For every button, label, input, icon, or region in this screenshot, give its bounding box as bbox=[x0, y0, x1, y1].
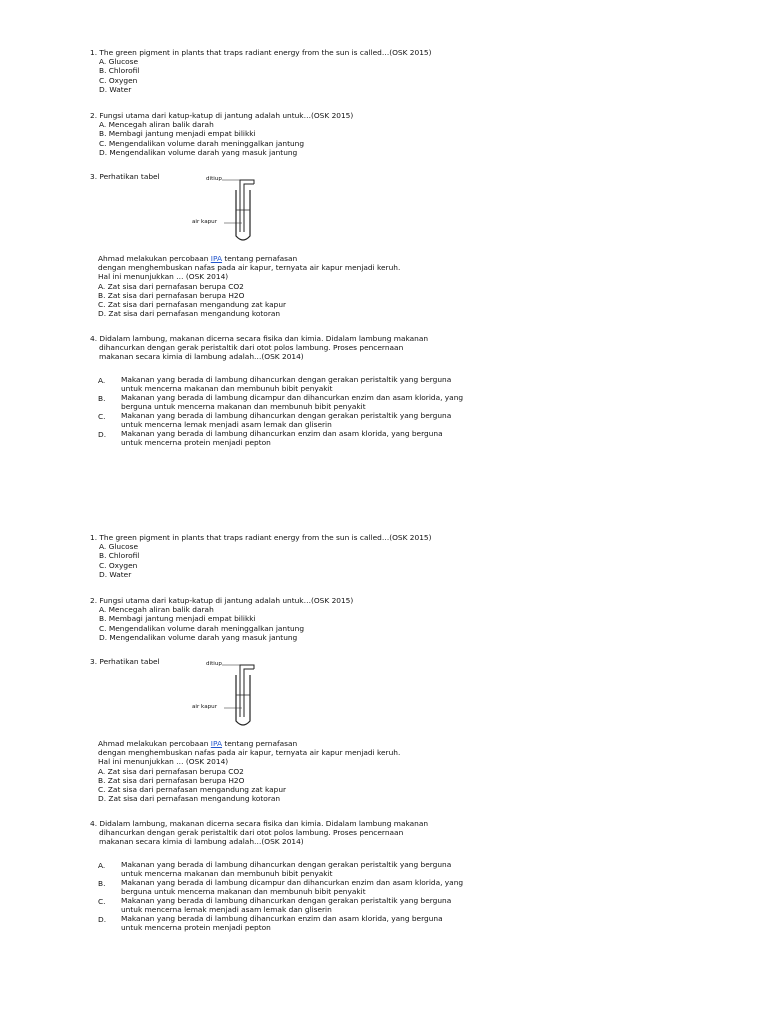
option-text-line: Makanan yang berada di lambung dihancurkan dengan gerakan peristaltik yang berguna bbox=[121, 896, 452, 905]
option-letter: D. bbox=[98, 430, 107, 439]
question-3-body bbox=[98, 739, 498, 803]
option-text-line: Makanan yang berada di lambung dicampur dan dihancurkan enzim dan asam klorida, yang bbox=[121, 878, 464, 887]
question-3-option-c: C. Zat sisa dari pernafasan mengandung zat kapur bbox=[98, 784, 287, 794]
question-3-option-b: B. Zat sisa dari pernafasan berupa H2O bbox=[98, 775, 245, 785]
question-1-stem: 1. The green pigment in plants that traps radiant energy from the sun is called…(OSK 2015) bbox=[90, 48, 432, 57]
ipa-link[interactable]: IPA bbox=[210, 739, 223, 748]
option-text-line: untuk mencerna lemak menjadi asam lemak dan gliserin bbox=[121, 904, 332, 914]
question-1-option-a: A. Glucose bbox=[99, 542, 139, 552]
question-1-option-a: A. Glucose bbox=[99, 57, 139, 67]
question-3-line-1-post: tentang pernafasan bbox=[222, 254, 298, 263]
question-3-option-c: C. Zat sisa dari pernafasan mengandung zat kapur bbox=[98, 299, 287, 309]
option-text-line: Makanan yang berada di lambung dihancurkan dengan gerakan peristaltik yang berguna bbox=[121, 375, 452, 384]
question-1-option-c: C. Oxygen bbox=[99, 75, 138, 85]
option-letter: B. bbox=[98, 394, 106, 403]
test-tube-drawing bbox=[200, 176, 270, 246]
question-4-stem-line-1: 4. Didalam lambung, makanan dicerna secara fisika dan kimia. Didalam lambung makanan bbox=[90, 819, 429, 828]
ipa-link[interactable]: IPA bbox=[210, 254, 223, 263]
question-3-option-b: B. Zat sisa dari pernafasan berupa H2O bbox=[98, 290, 245, 300]
question-2 bbox=[90, 596, 490, 642]
question-3-line-3: Hal ini menunjukkan … (OSK 2014) bbox=[98, 757, 229, 767]
test-tube-drawing bbox=[200, 661, 270, 731]
figure-label-blown: ditiup bbox=[206, 661, 222, 667]
option-letter: C. bbox=[98, 897, 106, 906]
question-3-line-2: dengan menghembuskan nafas pada air kapur, ternyata air kapur menjadi keruh. bbox=[98, 263, 401, 273]
question-3-line-1-pre: Ahmad melakukan percobaan bbox=[98, 739, 211, 748]
option-letter: B. bbox=[98, 879, 106, 888]
figure-label-blown: ditiup bbox=[206, 176, 222, 182]
worksheet-copy-2 bbox=[0, 533, 768, 1003]
question-1-option-d: D. Water bbox=[99, 569, 132, 579]
question-3 bbox=[90, 172, 490, 181]
question-2-stem: 2. Fungsi utama dari katup-katup di jantung adalah untuk…(OSK 2015) bbox=[90, 596, 354, 605]
question-2-option-c: C. Mengendalikan volume darah meninggalkan jantung bbox=[99, 138, 305, 148]
question-3-line-1-post: tentang pernafasan bbox=[222, 739, 298, 748]
question-2 bbox=[90, 111, 490, 157]
question-1 bbox=[90, 533, 490, 579]
question-2-option-a: A. Mencegah aliran balik darah bbox=[99, 120, 214, 130]
question-1-option-b: B. Chlorofil bbox=[99, 551, 140, 561]
question-4-stem-line-1: 4. Didalam lambung, makanan dicerna secara fisika dan kimia. Didalam lambung makanan bbox=[90, 334, 429, 343]
option-text-line: untuk mencerna makanan dan membunuh bibit penyakit bbox=[121, 868, 333, 878]
figure-label-limewater: air kapur bbox=[192, 219, 218, 225]
option-letter: D. bbox=[98, 915, 107, 924]
option-text-line: untuk mencerna protein menjadi pepton bbox=[121, 437, 271, 447]
question-3-option-a: A. Zat sisa dari pernafasan berupa CO2 bbox=[98, 281, 244, 291]
question-3-line-1 bbox=[98, 254, 498, 263]
option-text-line: untuk mencerna lemak menjadi asam lemak dan gliserin bbox=[121, 419, 332, 429]
option-text-line: untuk mencerna protein menjadi pepton bbox=[121, 922, 271, 932]
question-1 bbox=[90, 48, 490, 94]
question-4-stem-line-3: makanan secara kimia di lambung adalah…(OSK 2014) bbox=[99, 352, 304, 362]
question-3-line-1-pre: Ahmad melakukan percobaan bbox=[98, 254, 211, 263]
question-3-line-3: Hal ini menunjukkan … (OSK 2014) bbox=[98, 272, 229, 282]
option-text-line: berguna untuk mencerna makanan dan membunuh bibit penyakit bbox=[121, 401, 366, 411]
option-text-line: Makanan yang berada di lambung dihancurkan dengan gerakan peristaltik yang berguna bbox=[121, 860, 452, 869]
worksheet-copy-1 bbox=[0, 48, 768, 518]
figure-label-limewater: air kapur bbox=[192, 704, 218, 710]
question-3-option-d: D. Zat sisa dari pernafasan mengandung kotoran bbox=[98, 309, 281, 319]
question-3-stem: 3. Perhatikan tabel bbox=[90, 657, 160, 666]
question-3-line-1 bbox=[98, 739, 498, 748]
question-2-option-b: B. Membagi jantung menjadi empat bilikki bbox=[99, 614, 256, 624]
question-2-option-d: D. Mengendalikan volume darah yang masuk jantung bbox=[99, 632, 298, 642]
option-text-line: Makanan yang berada di lambung dihancurkan enzim dan asam klorida, yang berguna bbox=[121, 429, 443, 438]
test-tube-figure bbox=[192, 176, 270, 246]
question-1-option-b: B. Chlorofil bbox=[99, 66, 140, 76]
question-1-option-c: C. Oxygen bbox=[99, 560, 138, 570]
question-2-option-c: C. Mengendalikan volume darah meninggalkan jantung bbox=[99, 623, 305, 633]
question-3 bbox=[90, 657, 490, 666]
question-1-stem: 1. The green pigment in plants that traps radiant energy from the sun is called…(OSK 2015) bbox=[90, 533, 432, 542]
question-3-stem: 3. Perhatikan tabel bbox=[90, 172, 160, 181]
test-tube-figure bbox=[192, 661, 270, 731]
question-2-option-d: D. Mengendalikan volume darah yang masuk jantung bbox=[99, 147, 298, 157]
question-2-stem: 2. Fungsi utama dari katup-katup di jantung adalah untuk…(OSK 2015) bbox=[90, 111, 354, 120]
question-3-body bbox=[98, 254, 498, 318]
option-letter: A. bbox=[98, 861, 106, 870]
question-3-line-2: dengan menghembuskan nafas pada air kapur, ternyata air kapur menjadi keruh. bbox=[98, 748, 401, 758]
question-4 bbox=[90, 334, 490, 362]
question-4-stem-line-2: dihancurkan dengan gerak peristaltik dari otot polos lambung. Proses pencernaan bbox=[99, 828, 404, 838]
option-letter: C. bbox=[98, 412, 106, 421]
question-4-stem-line-3: makanan secara kimia di lambung adalah…(OSK 2014) bbox=[99, 837, 304, 847]
option-text-line: Makanan yang berada di lambung dicampur dan dihancurkan enzim dan asam klorida, yang bbox=[121, 393, 464, 402]
question-1-option-d: D. Water bbox=[99, 84, 132, 94]
question-4 bbox=[90, 819, 490, 847]
question-2-option-b: B. Membagi jantung menjadi empat bilikki bbox=[99, 129, 256, 139]
question-2-option-a: A. Mencegah aliran balik darah bbox=[99, 605, 214, 615]
option-letter: A. bbox=[98, 376, 106, 385]
option-text-line: Makanan yang berada di lambung dihancurkan enzim dan asam klorida, yang berguna bbox=[121, 914, 443, 923]
option-text-line: Makanan yang berada di lambung dihancurkan dengan gerakan peristaltik yang berguna bbox=[121, 411, 452, 420]
question-3-option-d: D. Zat sisa dari pernafasan mengandung kotoran bbox=[98, 794, 281, 804]
question-4-stem-line-2: dihancurkan dengan gerak peristaltik dari otot polos lambung. Proses pencernaan bbox=[99, 343, 404, 353]
question-3-option-a: A. Zat sisa dari pernafasan berupa CO2 bbox=[98, 766, 244, 776]
option-text-line: berguna untuk mencerna makanan dan membunuh bibit penyakit bbox=[121, 886, 366, 896]
option-text-line: untuk mencerna makanan dan membunuh bibit penyakit bbox=[121, 383, 333, 393]
